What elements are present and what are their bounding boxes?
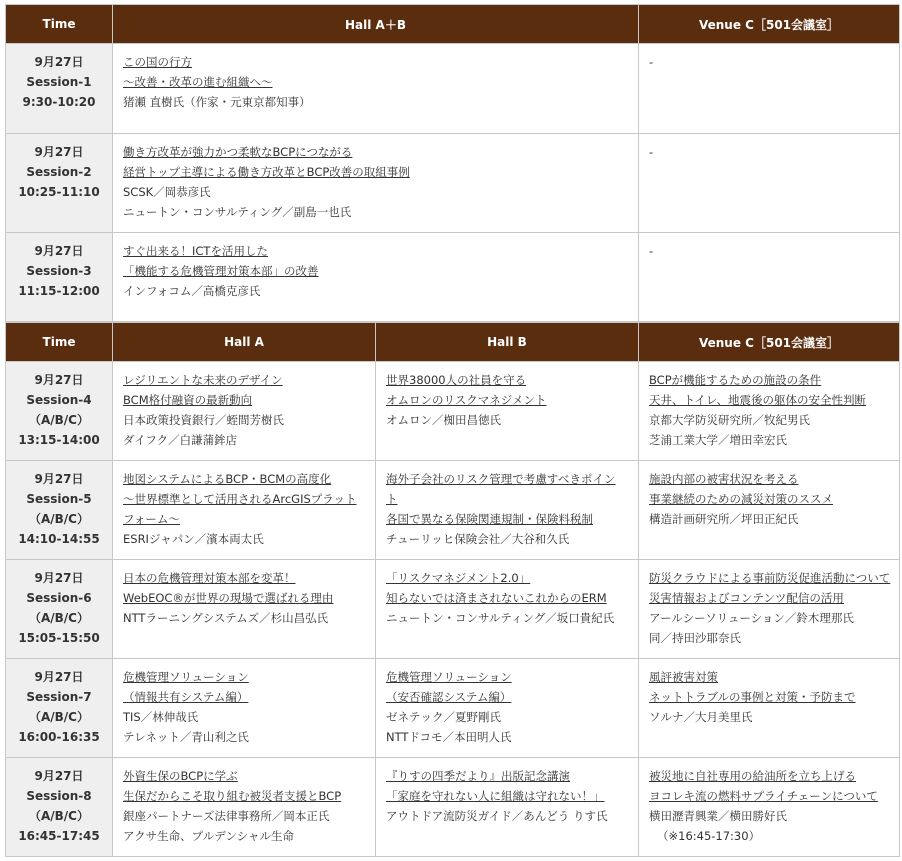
- session-time: 16:00-16:35: [18, 730, 100, 744]
- table-row: [6, 44, 900, 134]
- session-subtitle-link[interactable]: オムロンのリスクマネジメント: [386, 393, 547, 407]
- empty-marker: -: [649, 244, 654, 258]
- table-row: [6, 758, 900, 857]
- session-date: 9月27日: [34, 769, 84, 783]
- session-name: Session-5: [26, 492, 92, 506]
- header-time: Time: [6, 5, 113, 44]
- session-time: 15:05-15:50: [18, 631, 100, 645]
- session-subtitle-link[interactable]: 「家庭を守れない人に組織は守れない！」: [386, 789, 605, 803]
- session-title-link[interactable]: 日本の危機管理対策本部を変革！: [123, 571, 296, 585]
- session-title-link[interactable]: 海外子会社のリスク管理で考慮すべきポイント: [386, 472, 616, 506]
- speaker: SCSK／岡恭彦氏: [123, 185, 211, 199]
- session-name: Session-8: [26, 789, 92, 803]
- speaker: ダイフク／白謙蒲鉾店: [123, 433, 238, 447]
- header-hall-a: Hall A: [113, 323, 376, 362]
- session-subtitle-link[interactable]: 〜改善・改革の進む組織へ〜: [123, 75, 273, 89]
- session-name: Session-1: [26, 75, 92, 89]
- hall-a-cell: [113, 461, 376, 560]
- table-row: [6, 659, 900, 758]
- hall-b-cell: [376, 362, 639, 461]
- speaker: 京都大学防災研究所／牧紀男氏: [649, 413, 810, 427]
- venue-c-cell: [639, 233, 900, 322]
- hall-ab-cell: [113, 134, 639, 233]
- speaker: ニュートン・コンサルティング／副島一也氏: [123, 205, 352, 219]
- session-name: Session-4: [26, 393, 92, 407]
- speaker: アールシーソリューション／鈴木理那氏: [649, 611, 854, 625]
- session-subtitle-link[interactable]: WebEOC®が世界の現場で選ばれる理由: [123, 591, 334, 605]
- hall-a-cell: [113, 362, 376, 461]
- header-hall-b: Hall B: [376, 323, 639, 362]
- speaker: NTTラーニングシステムズ／杉山昌弘氏: [123, 611, 329, 625]
- hall-b-cell: [376, 758, 639, 857]
- session-halls: （A/B/C）: [28, 512, 89, 526]
- session-title-link[interactable]: 『りすの四季だより』出版記念講演: [386, 769, 570, 783]
- session-date: 9月27日: [34, 55, 84, 69]
- session-name: Session-7: [26, 690, 92, 704]
- session-halls: （A/B/C）: [28, 611, 89, 625]
- speaker: 芝浦工業大学／増田幸宏氏: [649, 433, 787, 447]
- header-venue-c: Venue C［501会議室］: [639, 5, 900, 44]
- speaker: TIS／林伸哉氏: [123, 710, 199, 724]
- venue-c-cell: [639, 134, 900, 233]
- session-title-link[interactable]: 外資生保のBCPに学ぶ: [123, 769, 238, 783]
- empty-marker: -: [649, 145, 654, 159]
- speaker: 銀座パートナーズ法律事務所／岡本正氏: [123, 809, 330, 823]
- speaker: ESRIジャパン／濱本両太氏: [123, 532, 264, 546]
- speaker-note: （※16:45-17:30）: [657, 829, 761, 843]
- session-title-link[interactable]: この国の行方: [123, 55, 192, 69]
- session-title-link[interactable]: 被災地に自社専用の給油所を立ち上げる: [649, 769, 856, 783]
- session-title-link[interactable]: 「リスクマネジメント2.0」: [386, 571, 531, 585]
- speaker: 日本政策投資銀行／蛭間芳樹氏: [123, 413, 284, 427]
- hall-ab-cell: [113, 233, 639, 322]
- session-subtitle-link[interactable]: 「機能する危機管理対策本部」の改善: [123, 264, 319, 278]
- session-date: 9月27日: [34, 145, 84, 159]
- session-time: 9:30-10:20: [22, 95, 96, 109]
- session-date: 9月27日: [34, 373, 84, 387]
- speaker: アウトドア流防災ガイド／あんどう りす氏: [386, 809, 608, 823]
- session-date: 9月27日: [34, 244, 84, 258]
- time-cell: [6, 758, 113, 857]
- table-row: [6, 461, 900, 560]
- session-subtitle-link[interactable]: （安否確認システム編）: [386, 690, 512, 704]
- header-time: Time: [6, 323, 113, 362]
- session-title-link[interactable]: 施設内部の被害状況を考える: [649, 472, 799, 486]
- session-subtitle-link[interactable]: 経営トップ主導による働き方改革とBCP改善の取組事例: [123, 165, 410, 179]
- session-name: Session-6: [26, 591, 92, 605]
- speaker: ソルナ／大月美里氏: [649, 710, 753, 724]
- session-time: 16:45-17:45: [18, 829, 100, 843]
- session-title-link[interactable]: 危機管理ソリューション: [123, 670, 249, 684]
- session-title-link[interactable]: 働き方改革が強力かつ柔軟なBCPにつながる: [123, 145, 353, 159]
- speaker: アクサ生命、プルデンシャル生命: [123, 829, 294, 843]
- hall-b-cell: [376, 659, 639, 758]
- time-cell: [6, 659, 113, 758]
- session-time: 14:10-14:55: [18, 532, 100, 546]
- session-subtitle-link[interactable]: BCM格付融資の最新動向: [123, 393, 253, 407]
- session-subtitle-link[interactable]: ネットトラブルの事例と対策・予防まで: [649, 690, 856, 704]
- venue-c-cell: [639, 758, 900, 857]
- hall-a-cell: [113, 560, 376, 659]
- time-cell: [6, 560, 113, 659]
- session-halls: （A/B/C）: [28, 413, 89, 427]
- header-venue-c: Venue C［501会議室］: [639, 323, 900, 362]
- session-title-link[interactable]: レジリエントな未来のデザイン: [123, 373, 283, 387]
- session-time: 10:25-11:10: [18, 185, 100, 199]
- session-title-link[interactable]: BCPが機能するための施設の条件: [649, 373, 822, 387]
- session-title-link[interactable]: 世界38000人の社員を守る: [386, 373, 527, 387]
- session-time: 13:15-14:00: [18, 433, 100, 447]
- time-cell: [6, 362, 113, 461]
- speaker: チューリッヒ保険会社／大谷和久氏: [386, 532, 570, 546]
- session-title-link[interactable]: 地図システムによるBCP・BCMの高度化: [123, 472, 332, 486]
- venue-c-cell: [639, 44, 900, 134]
- hall-ab-cell: [113, 44, 639, 134]
- table-row: [6, 560, 900, 659]
- header-hall-ab: Hall A＋B: [113, 5, 639, 44]
- session-subtitle-link[interactable]: 知らないでは済まされないこれからのERM: [386, 591, 607, 605]
- table-header: [6, 323, 900, 362]
- session-subtitle-link[interactable]: 〜世界標準として活用されるArcGISプラットフォーム〜: [123, 492, 357, 526]
- speaker: テレネット／青山利之氏: [123, 730, 249, 744]
- venue-c-cell: [639, 461, 900, 560]
- hall-a-cell: [113, 659, 376, 758]
- table-row: [6, 134, 900, 233]
- venue-c-cell: [639, 560, 900, 659]
- speaker: NTTドコモ／本田明人氏: [386, 730, 512, 744]
- session-time: 11:15-12:00: [18, 284, 100, 298]
- session-subtitle-link[interactable]: 生保だからこそ取り組む被災者支援とBCP: [123, 789, 342, 803]
- table-row: [6, 233, 900, 322]
- session-subtitle-link[interactable]: 災害情報およびコンテンツ配信の活用: [649, 591, 844, 605]
- empty-marker: -: [649, 55, 654, 69]
- session-title-link[interactable]: 風評被害対策: [649, 670, 718, 684]
- session-subtitle-link[interactable]: 各国で異なる保険関連規制・保険料税制: [386, 512, 593, 526]
- speaker: オムロン／椥田昌徳氏: [386, 413, 501, 427]
- hall-b-cell: [376, 560, 639, 659]
- hall-b-cell: [376, 461, 639, 560]
- session-name: Session-3: [26, 264, 92, 278]
- session-subtitle-link[interactable]: 事業継続のための減災対策のススメ: [649, 492, 833, 506]
- speaker: 同／持田沙耶奈氏: [649, 631, 741, 645]
- time-cell: [6, 44, 113, 134]
- session-subtitle-link[interactable]: ヨコレキ流の燃料サプライチェーンについて: [649, 789, 878, 803]
- venue-c-cell: [639, 362, 900, 461]
- session-title-link[interactable]: 危機管理ソリューション: [386, 670, 512, 684]
- time-cell: [6, 134, 113, 233]
- hall-a-cell: [113, 758, 376, 857]
- table-header: [6, 5, 900, 44]
- session-halls: （A/B/C）: [28, 710, 89, 724]
- speaker: ニュートン・コンサルティング／坂口貴紀氏: [386, 611, 615, 625]
- session-date: 9月27日: [34, 571, 84, 585]
- speaker: 猪瀬 直樹氏（作家・元東京都知事）: [123, 95, 311, 109]
- session-halls: （A/B/C）: [28, 809, 89, 823]
- table-row: [6, 362, 900, 461]
- schedule-table-2: [5, 322, 900, 857]
- venue-c-cell: [639, 659, 900, 758]
- session-title-link[interactable]: すぐ出来る！ICTを活用した: [123, 244, 268, 258]
- session-subtitle-link[interactable]: 天井、トイレ、地震後の躯体の安全性判断: [649, 393, 867, 407]
- schedule-table-1: [5, 4, 900, 322]
- session-date: 9月27日: [34, 472, 84, 486]
- speaker: インフォコム／高橋克彦氏: [123, 284, 261, 298]
- time-cell: [6, 461, 113, 560]
- session-date: 9月27日: [34, 670, 84, 684]
- session-subtitle-link[interactable]: （情報共有システム編）: [123, 690, 249, 704]
- session-title-link[interactable]: 防災クラウドによる事前防災促進活動について: [649, 571, 891, 585]
- time-cell: [6, 233, 113, 322]
- speaker: ゼネテック／夏野剛氏: [386, 710, 501, 724]
- speaker: 構造計画研究所／坪田正紀氏: [649, 512, 799, 526]
- speaker: 横田瀝青興業／横田勝好氏: [649, 809, 787, 823]
- session-name: Session-2: [26, 165, 92, 179]
- schedule: [5, 4, 899, 857]
